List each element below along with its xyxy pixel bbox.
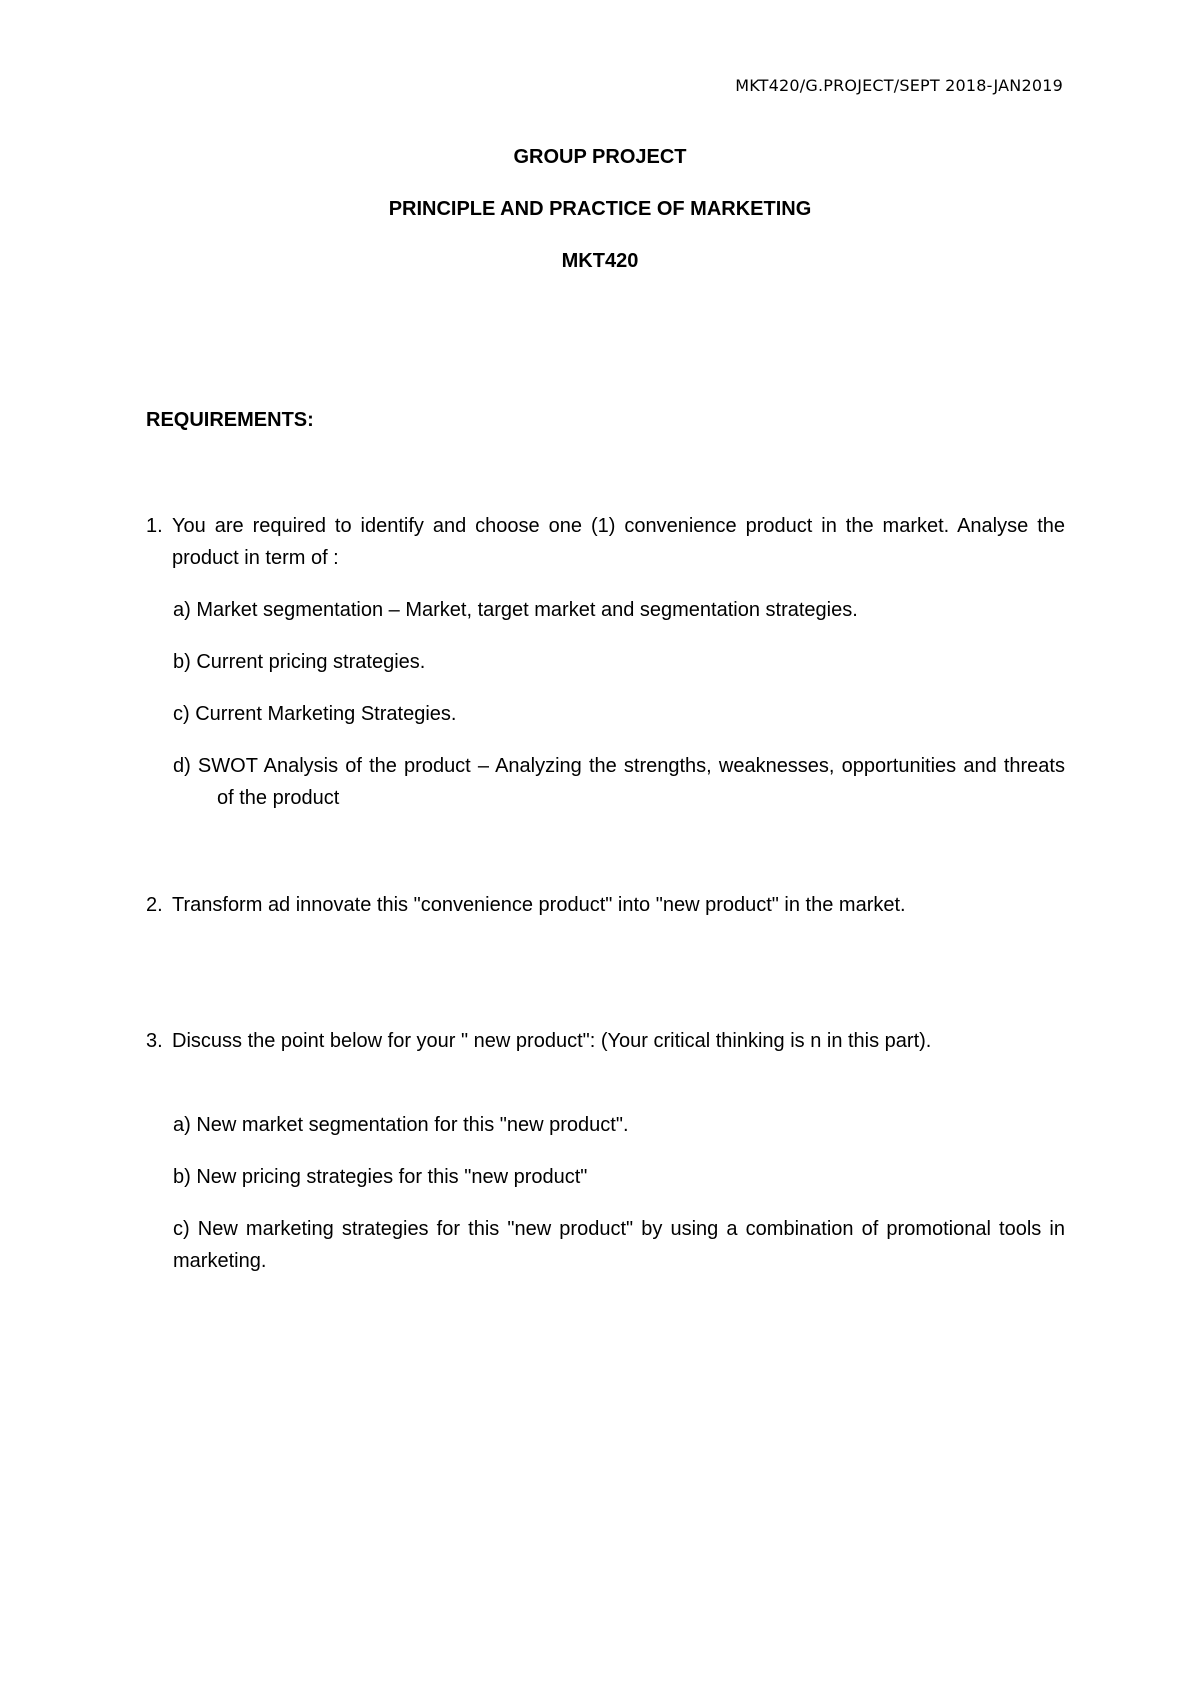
subitem-3b: b) New pricing strategies for this "new product" [173, 1166, 588, 1188]
requirements-heading: REQUIREMENTS: [146, 409, 314, 431]
subitem-3c: c) New marketing strategies for this "new product" by using a combination of promotional tools in marketing. [173, 1218, 1065, 1272]
requirement-item-1 [146, 510, 1065, 574]
item-text: Discuss the point below for your " new product": (Your critical thinking is n in this part). [172, 1030, 932, 1052]
item-number: 1. [146, 515, 163, 537]
subitem-1a: a) Market segmentation – Market, target market and segmentation strategies. [173, 599, 858, 621]
item-number: 2. [146, 894, 163, 916]
subitem-1b: b) Current pricing strategies. [173, 651, 426, 673]
requirement-item-2 [146, 889, 1065, 953]
title-course-name: PRINCIPLE AND PRACTICE OF MARKETING [388, 198, 812, 220]
subitem-1d: d) SWOT Analysis of the product – Analyzing the strengths, weaknesses, opportunities and threats of the product [173, 755, 1065, 809]
item-text: You are required to identify and choose one (1) convenience product in the market. Analyse the product in term of : [172, 515, 1065, 569]
title-group-project: GROUP PROJECT [513, 146, 687, 168]
item-number: 3. [146, 1030, 163, 1052]
subitem-3a: a) New market segmentation for this "new product". [173, 1114, 629, 1136]
subitem-1c: c) Current Marketing Strategies. [173, 703, 457, 725]
document-code-header: MKT420/G.PROJECT/SEPT 2018-JAN2019 [735, 76, 1063, 95]
requirement-item-3 [146, 1025, 1065, 1089]
title-course-code: MKT420 [561, 250, 639, 272]
item-text: Transform ad innovate this "convenience product" into "new product" in the market. [172, 894, 906, 916]
